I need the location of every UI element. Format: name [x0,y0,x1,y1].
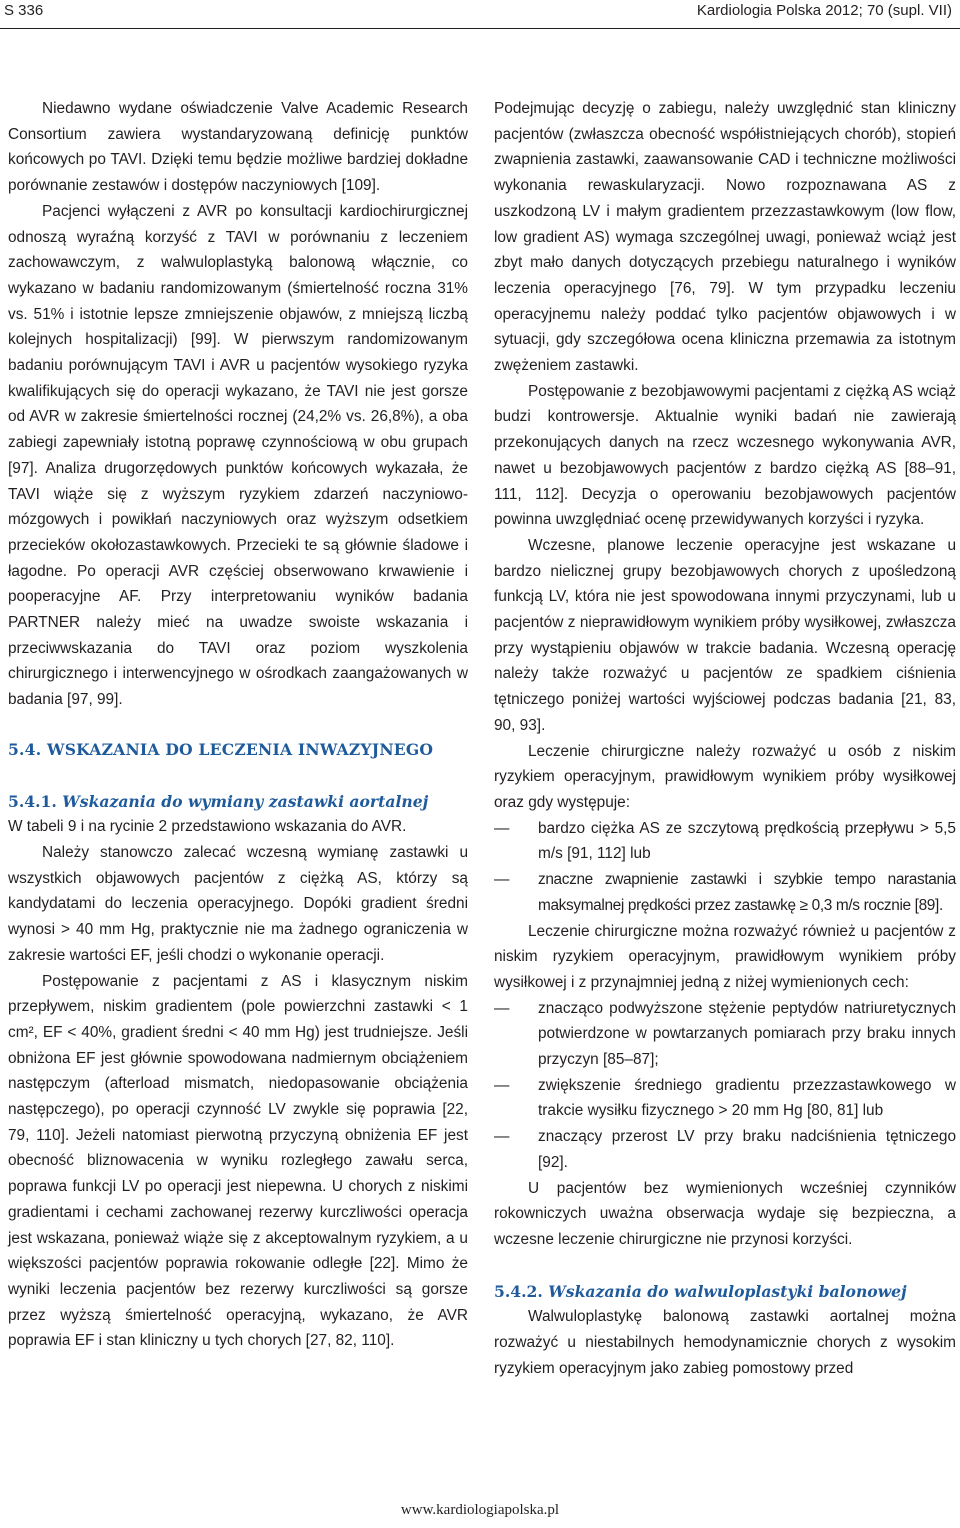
paragraph-vارc: Niedawno wydane oświadczenie Valve Academic Research Consortium zawiera wystandaryzowaną definicję punktów końcowych po TAVI. Dzięki temu będzie możliwe bardziej dokładne porównanie zestawów i dostępów naczyniowych [109]. [8,100,468,195]
right-column [494,96,956,1381]
page-number: S 336 [4,2,44,19]
dash-bullet: — [494,999,510,1017]
paragraph-table9: W tabeli 9 i na rycinie 2 przedstawiono wskazania do AVR. [8,818,407,836]
paragraph-early-surgery: Wczesne, planowe leczenie operacyjne jest wskazane u bardzo nielicznej grupy bezobjawowych chorych z upośledzoną funkcją LV, która nie jest spowodowana innymi przyczynami, lub u pacjentów z nieprawidłowym wynikiem próby wysiłkowej, zwłaszcza przy wystąpieniu objawów w trakcie badania. Wczesną operację należy także rozważyć u pacjentów ze spadkiem ciśnienia tętniczego poniżej wartości wyjściowej podczas badania [21, 83, 90, 93]. [494,536,956,734]
list-item [494,867,956,918]
paragraph-tavi-results-b: W pierwszym randomizowanym badaniu porównującym TAVI i AVR u pacjentów wysokiego ryzyka kwalifikujących się do operacji wykazano, że TAVI nie jest gorsze od AVR w zakresie śmiertelności rocznej (24,2% vs. 26,8%), a oba zabiegi zapewniały istotną poprawę czynnościową w obu grupach [97]. Analiza drugorzędowych punktów końcowych wykazała, że TAVI wiąże się z wyższym ryzykiem zdarzeń naczyniowo-mózgowych i powikłań naczyniowych oraz wyższym odsetkiem przecieków okołozastawkowych. Przecieki te są głównie śladowe i łagodne. Po operacji AVR częściej obserwowano krwawienie i pooperacyjne AF. Przy interpretowaniu wyników badania PARTNER należy mieć na uwadze swoiste wskazania i przeciwwskazania do TAVI oraz poziom wyszkolenia chirurgicznego i interwencyjnego w ośrodkach zaangażowanych w badania [97, 99]. [8,331,468,709]
list-item [494,996,956,1073]
paragraph-surgery-may: Leczenie chirurgiczne można rozważyć również u pacjentów z niskim ryzykiem operacyjnym, prawidłowym wynikiem próby wysiłkowej i z przynajmniej jedną z niżej wymienionych cech: [494,922,956,991]
subsection-number: 5.4.1. [8,791,57,811]
list-item-text: zwiększenie średniego gradientu przezzastawkowego w trakcie wysiłku fizycznego > 20 mm Hg [80, 81] lub [538,1076,956,1120]
paragraph-tavi-results-a: Pacjenci wyłączeni z AVR po konsultacji kardiochirurgicznej odnoszą wyraźną korzyść z TAVI w porównaniu z leczeniem zachowawczym, z walwuloplastyką balonową włącznie, co wykazano w badaniu randomizowanym (śmiertelność roczna 31% vs. 51% i istotnie lepsze zmniejszenie objawów, z mniejszą liczbą kolejnych hospitalizacji) [99]. [8,202,468,349]
list-item-text: znacząco podwyższone stężenie peptydów natriuretycznych potwierdzone w powtarzanych pomiarach przy braku innych przyczyn [85–87]; [538,999,956,1069]
dash-bullet: — [494,1128,510,1146]
list-item-text: bardzo ciężka AS ze szczytową prędkością przepływu > 5,5 m/s [91, 112] lub [538,819,956,863]
dash-bullet: — [494,1076,510,1094]
paragraph-observation: U pacjentów bez wymienionych wcześniej czynników rokowniczych uważna obserwacja wydaje się bezpieczna, a wczesne leczenie chirurgiczne nie przynosi korzyści. [494,1179,956,1248]
subsection-number: 5.4.2. [494,1281,543,1301]
list-item [494,1124,956,1175]
paragraph-decision: Podejmując decyzję o zabiegu, należy uwzględnić stan kliniczny pacjentów (zwłaszcza obecność współistniejących chorób), stopień zwapnienia zastawki, zaawansowanie CAD i techniczne możliwości wykonania rewaskularyzacji. Nowo rozpoznawana AS z uszkodzoną LV i małym gradientem przezzastawkowym (low flow, low gradient AS) wymaga szczególnej uwagi, ponieważ wciąż jest zbyt mało danych dotyczących przebiegu naturalnego i wyników leczenia operacyjnego [76, 79]. W tym przypadku leczeniu operacyjnemu należy poddać tylko pacjentów objawowych i w sytuacji, gdy szczegółowa ocena kliniczna przemawia za istotnym zwężeniem zastawki. [494,100,956,375]
section-heading: 5.4. WSKAZANIA DO LECZENIA INWAZYJNEGO [8,739,434,759]
subsection-heading-avr [8,789,468,815]
running-header [0,0,960,28]
subsection-heading-balloon [494,1279,956,1305]
paragraph-balloon: Walwuloplastykę balonową zastawki aortalnej można rozważyć u niestabilnych hemodynamicznie chorych z wysokim ryzykiem operacyjnym jako zabieg pomostowy przed [494,1308,956,1377]
subsection-title: Wskazania do walwuloplastyki balonowej [542,1281,907,1301]
list-item-text: znaczący przerost LV przy braku nadciśnienia tętniczego [92]. [538,1128,956,1171]
paragraph-surgery-consider: Leczenie chirurgiczne należy rozważyć u osób z niskim ryzykiem operacyjnym, prawidłowym wynikiem próby wysiłkowej oraz gdy występuje: [494,742,956,811]
list-item-text: znaczne zwapnienie zastawki i szybkie tempo narastania maksymalnej prędkości przez zastawkę ≥ 0,3 m/s rocznie [89]. [538,871,956,914]
footer-url: www.kardiologiapolska.pl [400,1502,560,1518]
journal-citation: Kardiologia Polska 2012; 70 (supl. VII) [696,2,952,19]
header-rule [0,28,960,29]
dash-bullet: — [494,871,510,889]
paragraph-tavi-results [8,199,468,713]
list-item [494,1073,956,1124]
paragraph-low-flow: Postępowanie z pacjentami z AS i klasycznym niskim przepływem, niskim gradientem (pole powierzchni zastawki < 1 cm², EF < 40%, gradient średni < 40 mm Hg) jest trudniejsze. Jeśli obniżona EF jest głównie spowodowana nadmiernym obciążeniem następczym (afterload mismatch, niedopasowanie obciążenia następczego), po operacji czynność LV zwykle się poprawia [22, 79, 110]. Jeżeli natomiast pierwotną przyczyną obniżenia EF jest obecność bliznowacenia w wyniku rozległego zawału serca, poprawa funkcji LV po operacji jest niepewna. U chorych z niskimi gradientami i cechami zachowanej rezerwy kurczliwości operacja jest wskazana, ponieważ wiąże się z akceptowalnym ryzykiem, a u większości pacjentów poprawia rokowanie odległe [22]. Mimo że wyniki leczenia pacjentów bez rezerwy kurczliwości są gorsze przez wyższą śmiertelność operacyjną, wykazano, że AVR poprawia EF i stan kliniczny u tych chorych [27, 82, 110]. [8,972,468,1350]
paragraph-early-replacement: Należy stanowczo zalecać wczesną wymianę zastawki u wszystkich objawowych pacjentów z ciężką AS, którzy są kandydatami do leczenia operacyjnego. Dopóki gradient średni wynosi > 40 mm Hg, praktycznie nie ma żadnego ograniczenia w zakresie wartości EF, jeśli chodzi o wykonanie operacji. [8,843,468,964]
dash-bullet: — [494,819,510,837]
subsection-title: Wskazania do wymiany zastawki aortalnej [56,791,429,811]
paragraph-asymptomatic: Postępowanie z bezobjawowymi pacjentami z ciężką AS wciąż budzi kontrowersje. Aktualnie wyniki badań nie zawierają przekonujących danych na rzecz wczesnego wykonywania AVR, nawet u bezobjawowych pacjentów z bardzo ciężką AS [88–91, 111, 112]. Decyzja o operowaniu bezobjawowych pacjentów powinna uwzględniać ocenę przewidywanych korzyści i ryzyka. [494,382,956,529]
list-item [494,816,956,867]
left-column [8,96,468,1354]
